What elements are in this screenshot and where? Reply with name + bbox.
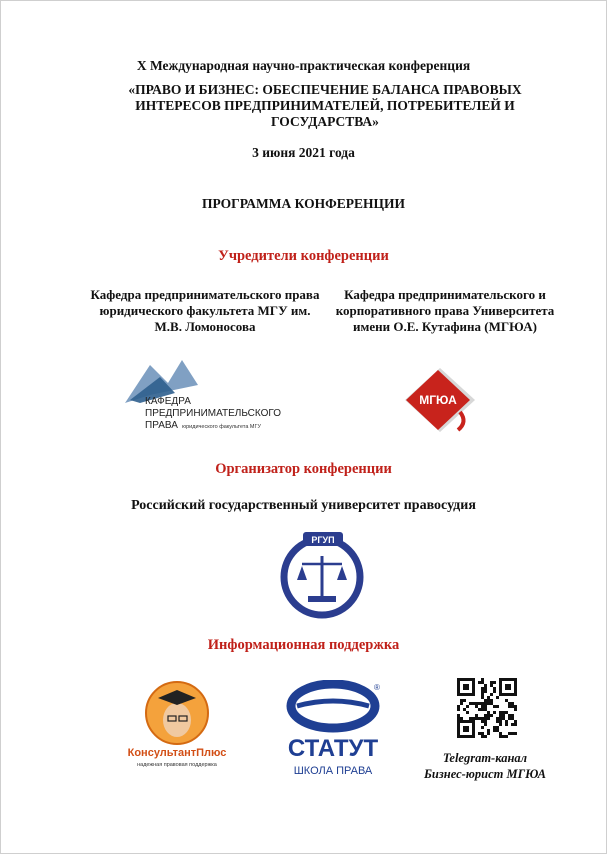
- founder-mgua-department: Кафедра предпринимательского и корпоративного права Университета имени О.Е. Кутафина (МГЮА): [335, 287, 555, 334]
- telegram-channel-caption: [405, 750, 565, 782]
- statut-mark: ®: [374, 683, 380, 692]
- statut-name: СТАТУТ: [287, 735, 379, 762]
- organizer-heading: Организатор конференции: [215, 461, 392, 477]
- kaf-line4: юридического факультета МГУ: [182, 424, 261, 430]
- rgup-emblem-text: РГУП: [311, 535, 335, 545]
- konsultant-plus-logo: [122, 680, 232, 770]
- konsultant-name: КонсультантПлюс: [127, 747, 227, 759]
- kaf-line3: ПРАВА: [145, 420, 178, 431]
- konsultant-tagline: надежная правовая поддержка: [137, 762, 217, 768]
- statut-sub: ШКОЛА ПРАВА: [293, 765, 373, 777]
- statut-logo: [283, 680, 383, 780]
- mgua-logo-text: МГЮА: [419, 393, 457, 407]
- telegram-qr-code[interactable]: [455, 676, 519, 740]
- mgua-logo: [400, 360, 480, 435]
- telegram-line2: Бизнес-юрист МГЮА: [423, 767, 547, 781]
- kaf-line2: ПРЕДПРИНИМАТЕЛЬСКОГО: [145, 408, 282, 419]
- rgup-emblem: [275, 530, 370, 620]
- organizer-name: Российский государственный университет правосудия: [131, 498, 476, 513]
- conference-title: «ПРАВО И БИЗНЕС: ОБЕСПЕЧЕНИЕ БАЛАНСА ПРАВОВЫХ ИНТЕРЕСОВ ПРЕДПРИНИМАТЕЛЕЙ, ПОТРЕБИТЕЛЕЙ И ГОСУДАРСТВА»: [128, 82, 522, 129]
- founder-msu-department: Кафедра предпринимательского права юридического факультета МГУ им. М.В. Ломоносова: [90, 287, 320, 334]
- info-support-heading: Информационная поддержка: [207, 637, 400, 653]
- msu-department-logo: [120, 355, 295, 435]
- program-heading: ПРОГРАММА КОНФЕРЕНЦИИ: [202, 196, 405, 211]
- conference-edition: X Международная научно-практическая конференция: [136, 58, 471, 73]
- kaf-line1: КАФЕДРА: [145, 396, 191, 407]
- founders-heading: Учредители конференции: [218, 248, 389, 264]
- telegram-line1: Telegram-канал: [442, 751, 528, 765]
- conference-date: 3 июня 2021 года: [252, 145, 355, 160]
